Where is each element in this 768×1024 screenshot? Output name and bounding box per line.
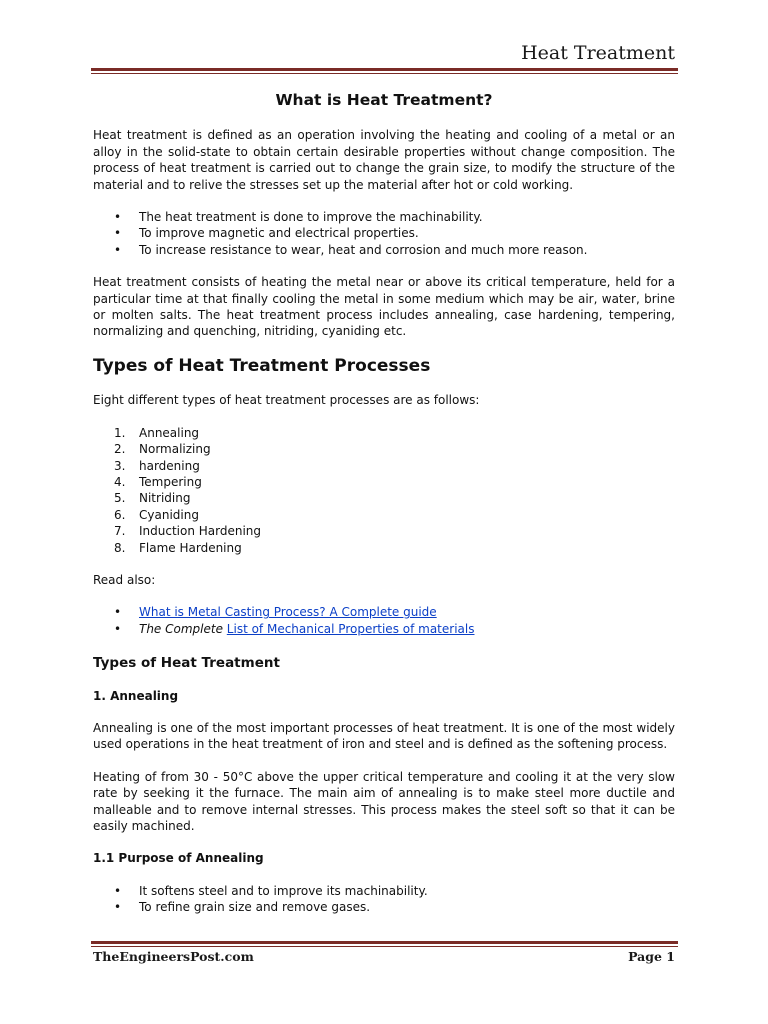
purpose-bullet-list (93, 209, 675, 258)
list-item: 8. Flame Hardening (114, 540, 242, 555)
annealing-heading: 1. Annealing (93, 688, 179, 703)
bullet-icon: • (114, 621, 122, 636)
list-item: • To increase resistance to wear, heat and corrosion and much more reason. (114, 242, 588, 257)
list-item: • To refine grain size and remove gases. (114, 900, 371, 915)
page-title: What is Heat Treatment? (275, 91, 493, 109)
mechanical-properties-link[interactable]: List of Mechanical Properties of materials (226, 621, 475, 636)
list-item: 5. Nitriding (114, 491, 191, 506)
bullet-icon: • (114, 883, 122, 898)
list-item (93, 621, 675, 637)
process-paragraph: Heat treatment consists of heating the metal near or above its critical temperature, held for a particular time at that finally cooling the metal in some medium which may be air, water, brine or molten salts. The heat treatment process includes annealing, case hardening, tempering, normalizing and quenching, nitriding, cyaniding etc. (93, 275, 675, 339)
list-item: • To improve magnetic and electrical properties. (114, 226, 419, 241)
bullet-icon: • (114, 242, 122, 257)
annealing-paragraph-1: Annealing is one of the most important processes of heat treatment. It is one of the most widely used operations in the heat treatment of iron and steel and is defined as the softening process. (93, 720, 675, 752)
types-heading: Types of Heat Treatment Processes (93, 355, 431, 376)
list-item: • The heat treatment is done to improve the machinability. (114, 210, 483, 225)
purpose-of-annealing-heading: 1.1 Purpose of Annealing (93, 851, 264, 866)
list-item: 1. Annealing (114, 425, 200, 440)
bullet-icon: • (114, 210, 122, 225)
header-title: Heat Treatment (521, 42, 675, 64)
page-number: Page 1 (628, 949, 675, 964)
bullet-icon: • (114, 226, 122, 241)
list-item (93, 604, 675, 620)
types-intro: Eight different types of heat treatment processes are as follows: (93, 393, 480, 408)
list-item: • It softens steel and to improve its machinability. (114, 883, 428, 898)
bullet-icon: • (114, 605, 122, 620)
read-also-label: Read also: (93, 572, 156, 587)
annealing-bullet-list (93, 883, 675, 916)
list-item: 2. Normalizing (114, 442, 211, 457)
types-subheading: Types of Heat Treatment (93, 655, 280, 672)
list-item: 7. Induction Hardening (114, 524, 262, 539)
bullet-icon: • (114, 900, 122, 915)
header-rule (91, 68, 678, 74)
footer-site: TheEngineersPost.com (93, 949, 254, 964)
link-prefix: The Complete (139, 621, 223, 636)
types-numbered-list (93, 425, 675, 556)
annealing-paragraph-2: Heating of from 30 - 50°C above the upper critical temperature and cooling it at the very slow rate by seeking it the furnace. The main aim of annealing is to make steel more ductile and malleable and to remove internal stresses. This process makes the steel soft so that it can be easily machined. (93, 769, 675, 833)
metal-casting-link[interactable]: What is Metal Casting Process? A Complete guide (139, 605, 437, 620)
footer-rule (91, 941, 678, 947)
list-item: 4. Tempering (114, 474, 202, 489)
list-item: 3. hardening (114, 458, 200, 473)
page-content (93, 92, 675, 932)
intro-paragraph: Heat treatment is defined as an operation involving the heating and cooling of a metal or an alloy in the solid-state to obtain certain desirable properties without change composition. The process of heat treatment is carried out to change the grain size, to modify the structure of the material and to relive the stresses set up the material after hot or cold working. (93, 128, 675, 192)
list-item: 6. Cyaniding (114, 507, 199, 522)
read-also-links (93, 604, 675, 637)
